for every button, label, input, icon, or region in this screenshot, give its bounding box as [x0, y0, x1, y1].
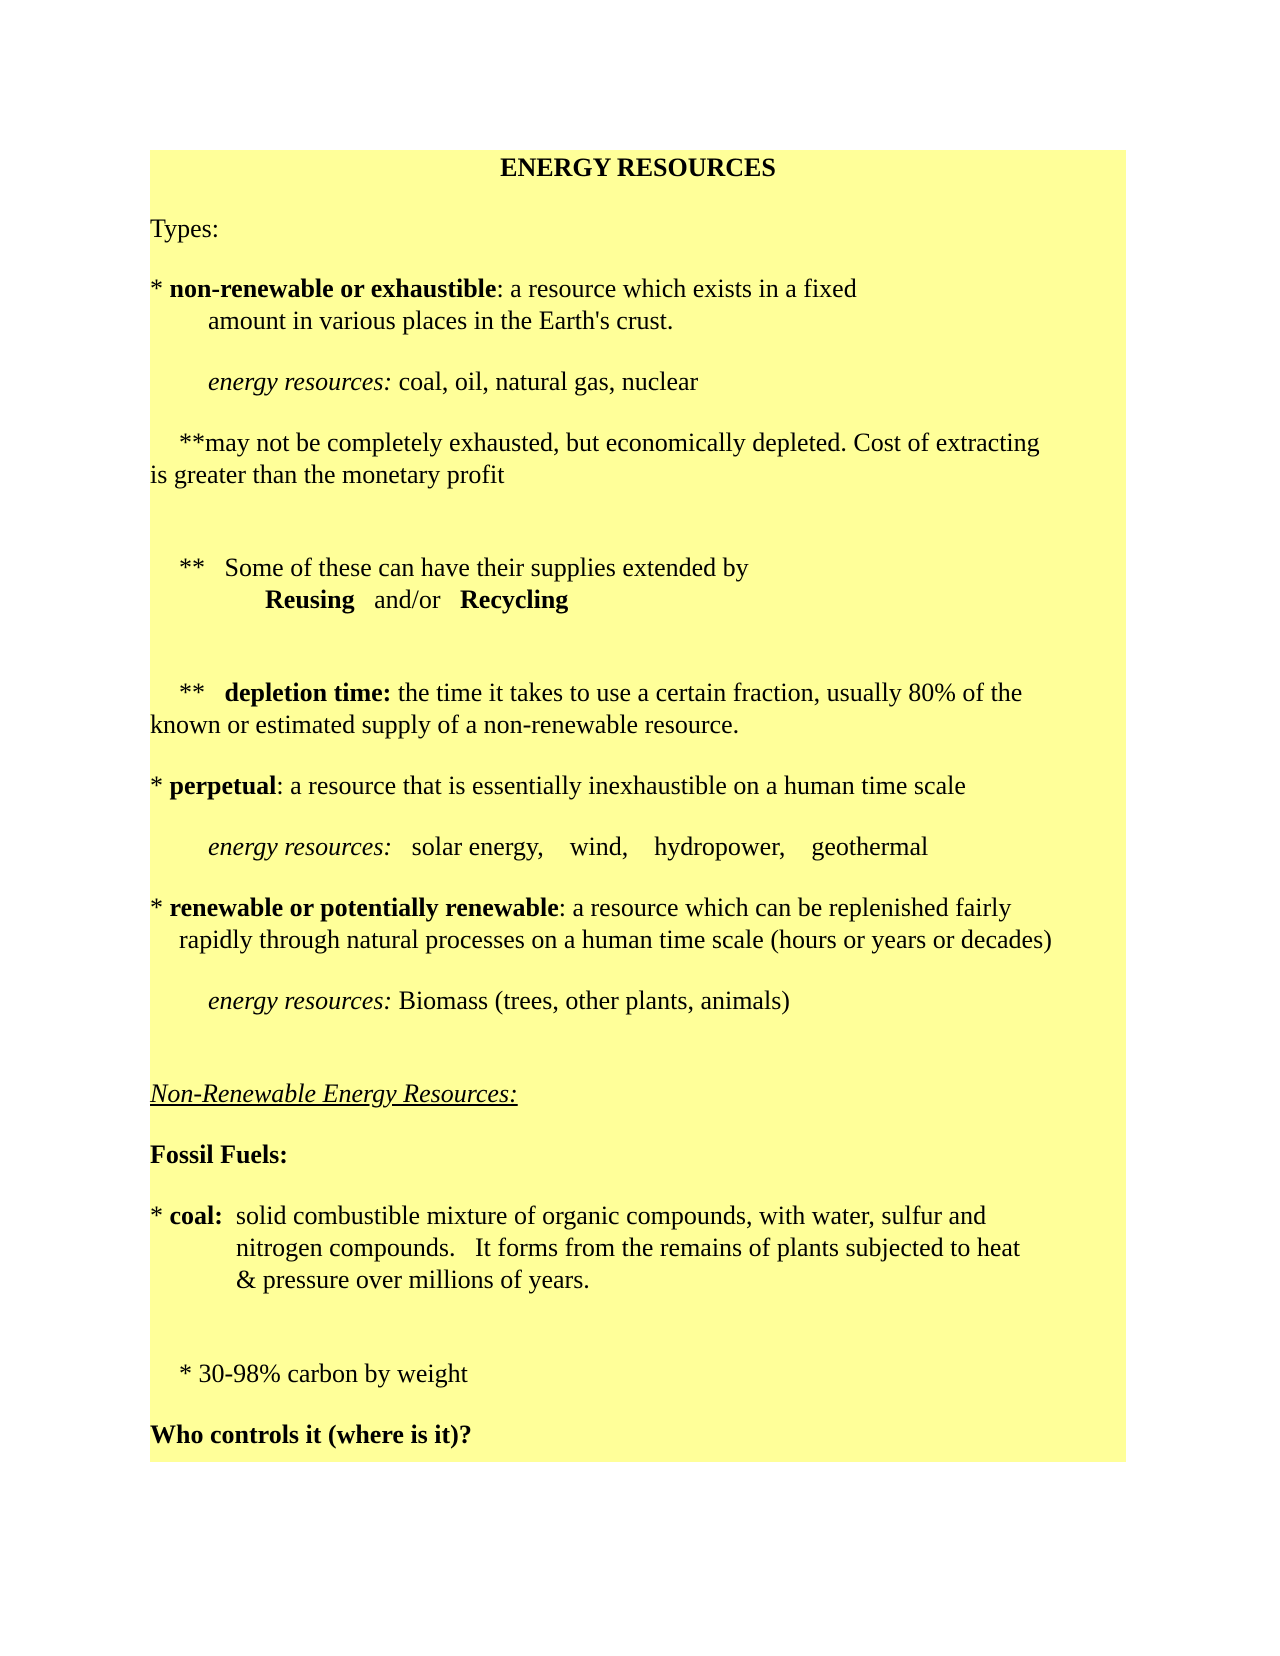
reuse-note: ** Some of these can have their supplies extended by — [179, 553, 749, 582]
recycling-term: Recycling — [460, 585, 569, 614]
nonrenewable-resources: energy resources: coal, oil, natural gas, nuclear — [208, 367, 699, 396]
carbon-note: * 30-98% carbon by weight — [179, 1359, 468, 1388]
depletion-term: depletion time: — [224, 678, 392, 707]
perpetual-term: perpetual — [169, 771, 277, 800]
renewable-definition-cont: rapidly through natural processes on a human time scale (hours or years or decades) — [179, 925, 1052, 954]
reusing-term: Reusing — [265, 585, 355, 614]
nonrenewable-definition-cont: amount in various places in the Earth's crust. — [208, 306, 674, 335]
perpetual-resources: energy resources: solar energy, wind, hydropower, geothermal — [208, 832, 929, 861]
page-title: ENERGY RESOURCES — [500, 153, 776, 182]
coal-definition-cont: nitrogen compounds. It forms from the remains of plants subjected to heat — [236, 1233, 1021, 1262]
fossil-fuels-heading: Fossil Fuels: — [150, 1140, 288, 1169]
section-heading: Non-Renewable Energy Resources: — [150, 1079, 518, 1108]
renewable-definition: * renewable or potentially renewable: a resource which can be replenished fairly — [150, 893, 1012, 922]
perpetual-definition: * perpetual: a resource that is essentially inexhaustible on a human time scale — [150, 771, 966, 800]
renewable-term: renewable or potentially renewable — [169, 893, 559, 922]
reuse-recycle-line: Reusing and/or Recycling — [265, 585, 569, 614]
coal-term: coal: — [169, 1201, 223, 1230]
nonrenewable-definition: * non-renewable or exhaustible: a resource which exists in a fixed — [150, 274, 857, 303]
depletion-definition: ** depletion time: the time it takes to use a certain fraction, usually 80% of the — [179, 678, 1023, 707]
renewable-resources: energy resources: Biomass (trees, other plants, animals) — [208, 986, 790, 1015]
coal-definition: * coal: solid combustible mixture of organic compounds, with water, sulfur and — [150, 1201, 987, 1230]
coal-definition-cont2: & pressure over millions of years. — [236, 1265, 590, 1294]
depletion-definition-cont: known or estimated supply of a non-renewable resource. — [150, 710, 740, 739]
exhaust-note: **may not be completely exhausted, but economically depleted. Cost of extracting — [179, 428, 1040, 457]
exhaust-note-cont: is greater than the monetary profit — [150, 460, 505, 489]
who-controls-heading: Who controls it (where is it)? — [150, 1420, 472, 1449]
types-label: Types: — [150, 214, 219, 243]
nonrenewable-term: non-renewable or exhaustible — [169, 274, 497, 303]
